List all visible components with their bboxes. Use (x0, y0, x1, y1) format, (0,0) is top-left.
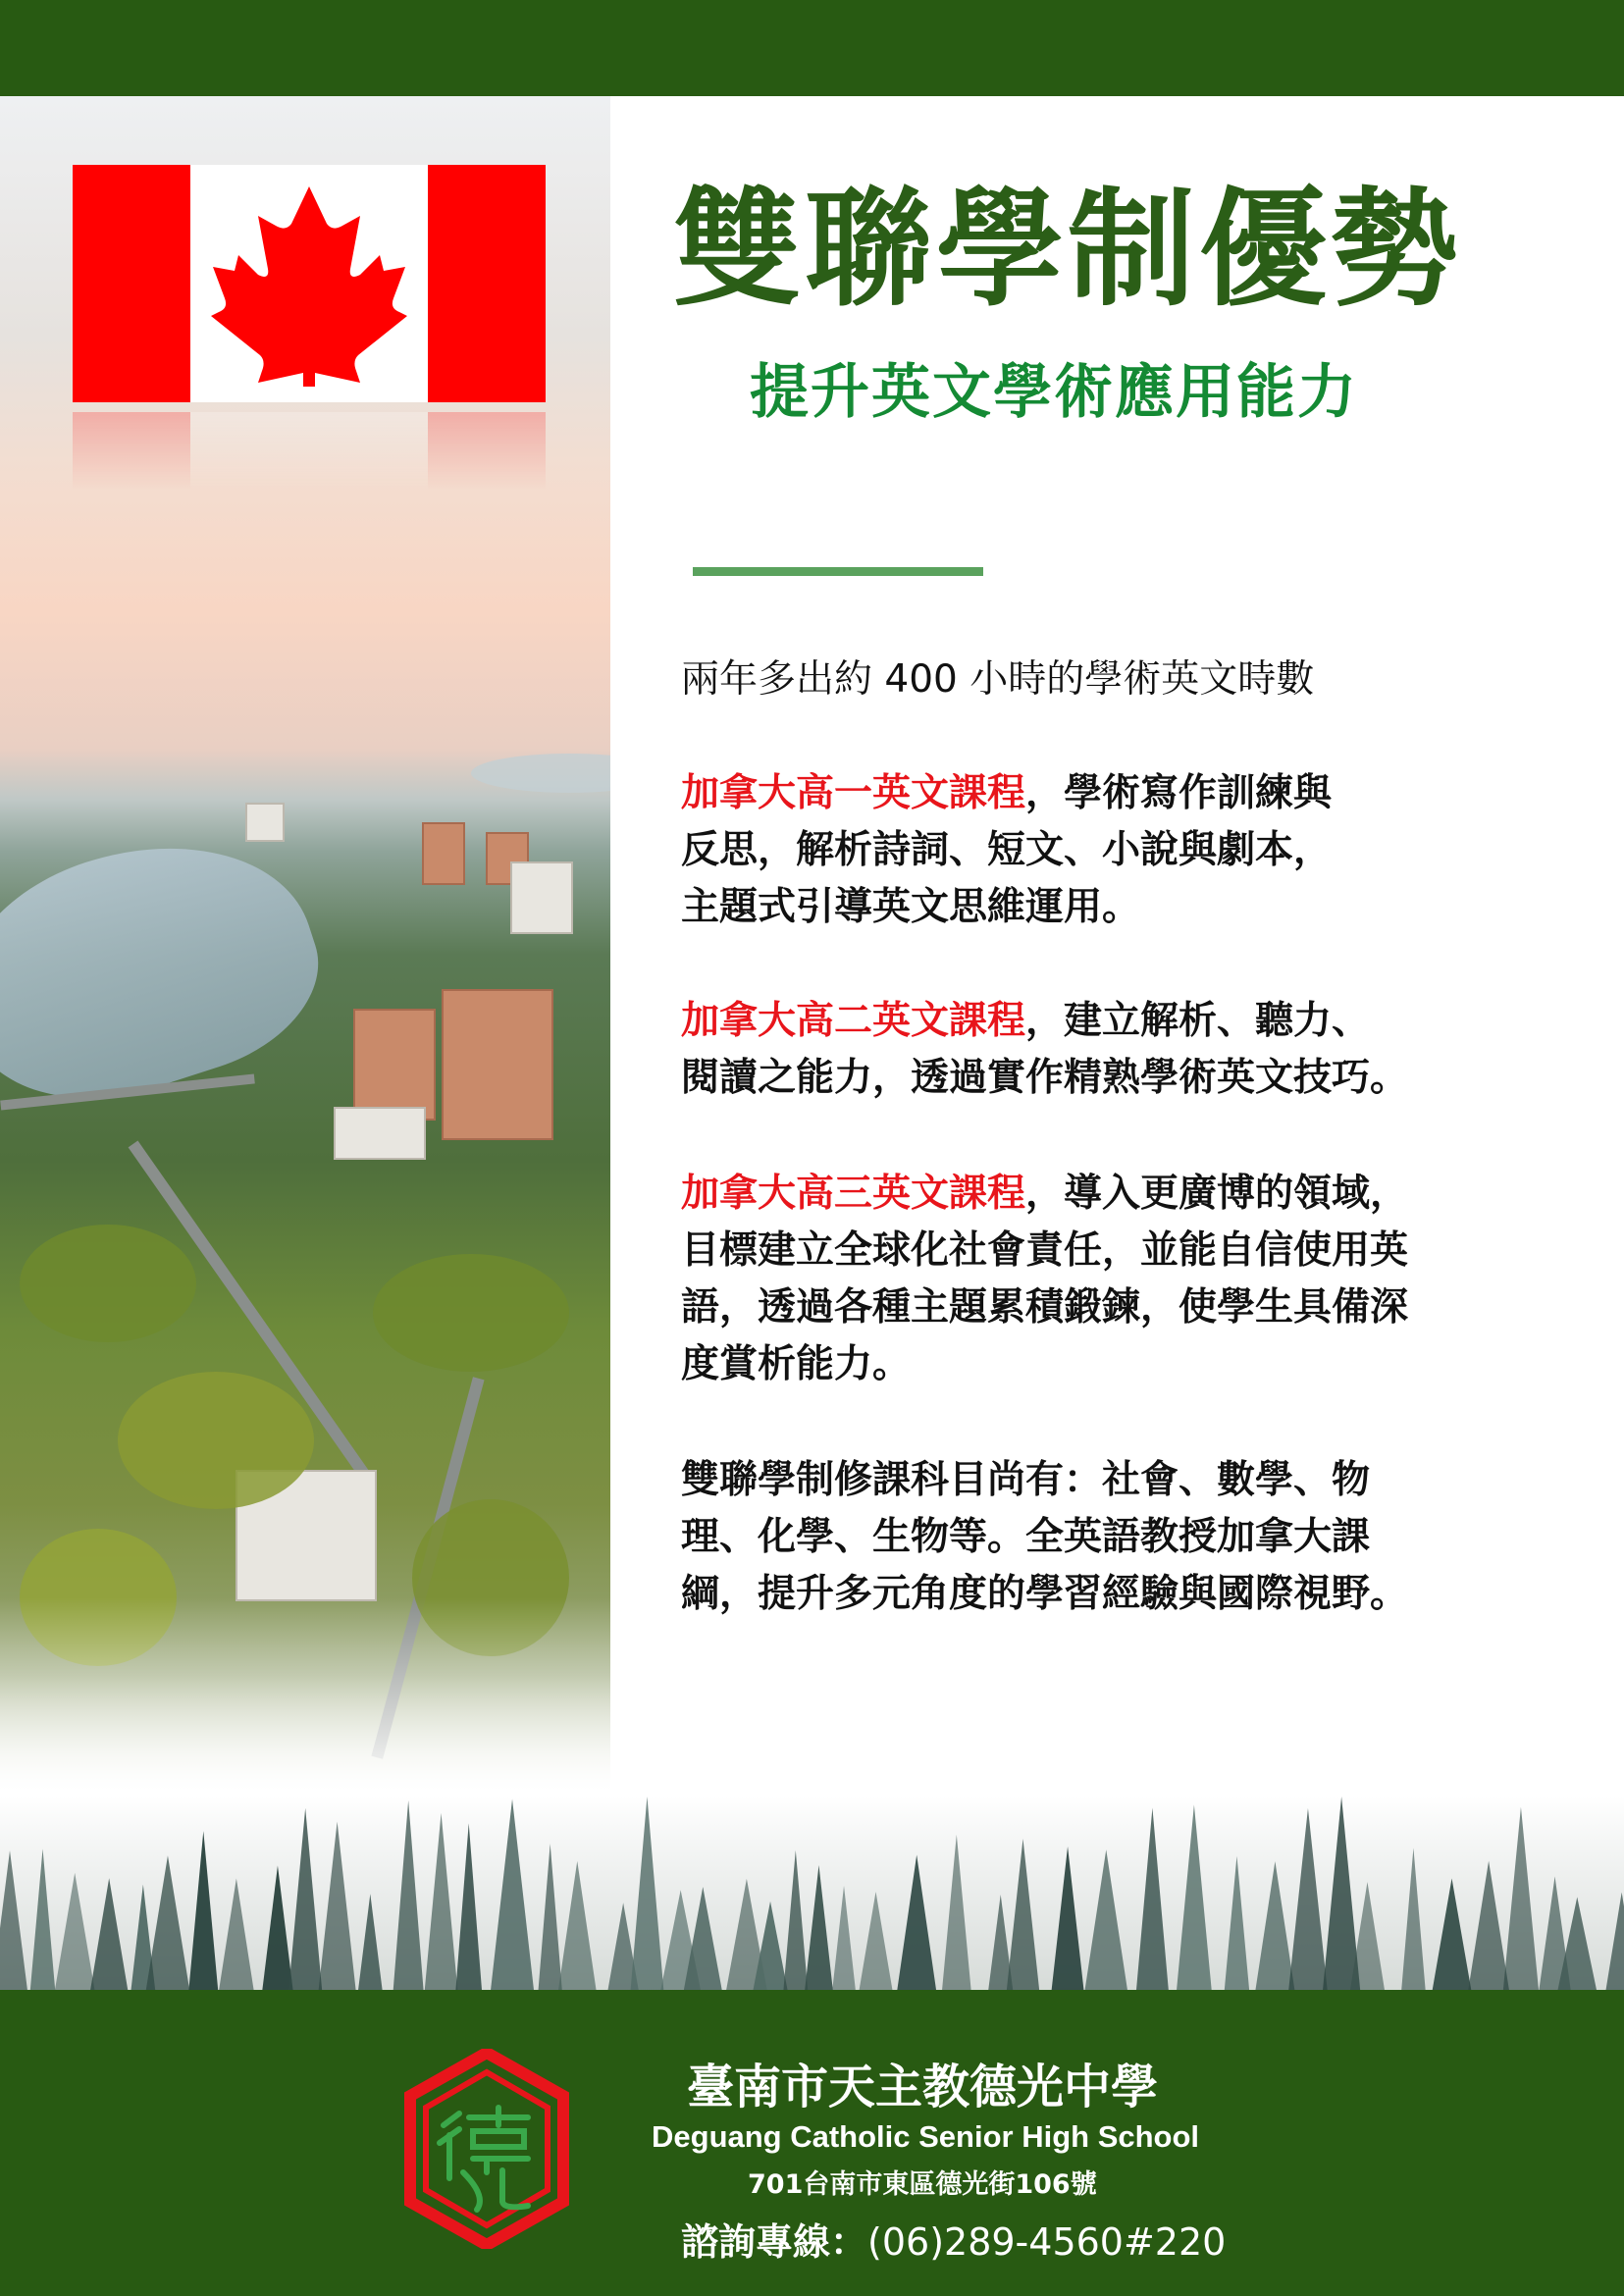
pine-tree-icon (491, 1799, 534, 1992)
pine-tree-icon (783, 1851, 808, 1992)
pine-tree-icon (55, 1873, 95, 1992)
pine-tree-icon (1136, 1808, 1169, 1992)
pine-tree-icon (805, 1865, 833, 1992)
school-name-en: Deguang Catholic Senior High School (652, 2119, 1200, 2154)
course-name-grade12: 加拿大高三英文課程 (681, 1172, 1026, 1216)
hotline-number: (06)289-4560#220 (867, 2220, 1227, 2264)
pine-tree-icon (538, 1844, 562, 1992)
pine-tree-icon (1288, 1808, 1328, 1992)
pine-tree-icon (455, 1823, 482, 1992)
school-address: 701台南市東區德光街106號 (748, 2169, 1097, 2200)
pine-tree-icon (1007, 1839, 1040, 1992)
pine-tree-icon (1503, 1807, 1540, 1992)
flag-reflection (73, 412, 546, 491)
pine-tree-icon (425, 1813, 458, 1992)
pine-tree-icon (1468, 1861, 1509, 1992)
pine-tree-icon (188, 1831, 218, 1992)
course-name-grade11: 加拿大高二英文課程 (681, 999, 1026, 1043)
pine-tree-icon (1350, 1882, 1386, 1992)
pine-tree-icon (145, 1855, 189, 1992)
pine-tree-icon (1255, 1861, 1295, 1992)
course-block-grade10: 加拿大高一英文課程，學術寫作訓練與 反思，解析詩詞、短文、小說與劇本， 主題式引導英文思維運用。 (681, 771, 1333, 929)
pine-tree-icon (1401, 1848, 1426, 1992)
deguang-school-logo (404, 2049, 569, 2249)
course-block-grade11: 加拿大高二英文課程，建立解析、聽力、 閱讀之能力，透過實作精熟學術英文技巧。 (681, 999, 1409, 1100)
closing-text: 雙聯學制修課科目尚有：社會、數學、物 理、化學、生物等。全英語教授加拿大課 綱，提升多元角度的學習經驗與國際視野。 (681, 1458, 1409, 1616)
pine-tree-icon (1432, 1878, 1471, 1992)
pine-tree-icon (1605, 1892, 1624, 1992)
pine-tree-icon (832, 1886, 856, 1992)
canada-flag-icon (73, 165, 546, 402)
intro-text: 兩年多出約 400 小時的學術英文時數 (681, 657, 1315, 702)
pine-tree-icon (262, 1865, 293, 1992)
page-title: 雙聯學制優勢 (673, 175, 1463, 324)
pine-tree-icon (1084, 1850, 1127, 1992)
pine-tree-icon (358, 1894, 383, 1992)
pine-tree-icon (1051, 1847, 1083, 1992)
pine-tree-icon (90, 1878, 129, 1992)
pine-tree-icon (288, 1808, 322, 1992)
top-band (0, 0, 1624, 96)
pine-tree-icon (897, 1854, 936, 1992)
accent-divider (693, 567, 983, 576)
forest-banner (0, 1796, 1624, 1992)
pine-tree-icon (0, 1851, 27, 1992)
pine-tree-icon (859, 1892, 893, 1992)
page-subtitle: 提升英文學術應用能力 (750, 358, 1358, 427)
pine-tree-icon (1177, 1804, 1212, 1992)
course-name-grade10: 加拿大高一英文課程 (681, 771, 1026, 815)
pine-tree-icon (318, 1822, 355, 1992)
pine-tree-icon (393, 1800, 424, 1992)
pine-tree-icon (30, 1849, 56, 1992)
school-name: 臺南市天主教德光中學 (687, 2060, 1159, 2114)
hotline-label: 諮詢專線： (681, 2220, 868, 2264)
pine-tree-icon (558, 1861, 597, 1992)
pine-tree-icon (942, 1835, 971, 1992)
pine-tree-icon (1225, 1856, 1250, 1992)
pine-tree-icon (630, 1797, 663, 1992)
hotline (681, 2212, 1226, 2266)
course-block-grade12: 加拿大高三英文課程，導入更廣博的領域， 目標建立全球化社會責任，並能自信使用英 語，透過各種主題累積鍛鍊，使學生具備深 度賞析能力。 (681, 1172, 1409, 1386)
pine-tree-icon (219, 1878, 254, 1992)
maple-leaf-icon (211, 181, 407, 387)
